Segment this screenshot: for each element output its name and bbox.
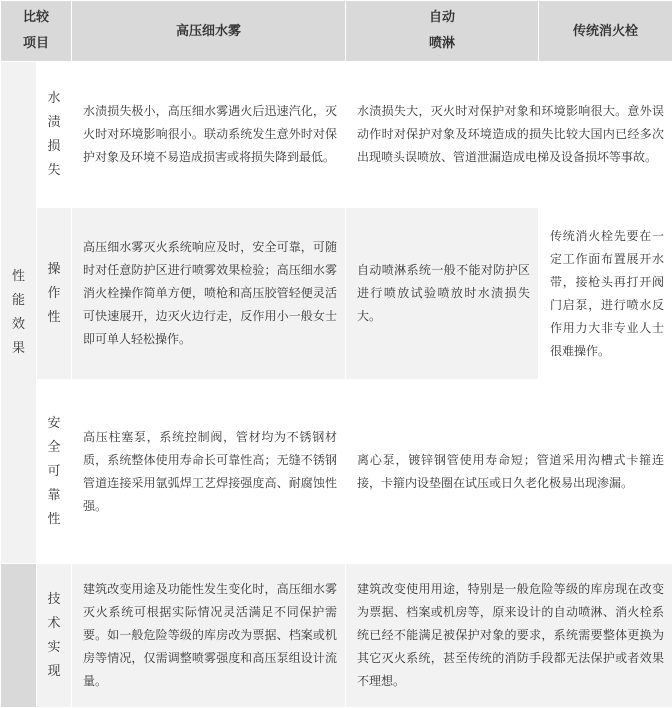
category-reliability: [37, 380, 72, 564]
header-compare-line1: 比较: [1, 5, 71, 31]
category-char: 安: [37, 412, 71, 436]
header-mist: 高压细水雾: [72, 1, 346, 62]
cell-water-damage-sprinkler-hydrant: 水渍损失大，灭火时对保护对象和环境影响很大。意外误动作时对保护对象及环境造成的损失比较大国内已经多次出现喷头误喷放、管道泄漏造成电梯及设备损坏等事故。: [346, 62, 672, 208]
header-sprinkler-line1: 自动: [346, 5, 538, 31]
cell-water-damage-mist: 水渍损失极小，高压细水雾遇火后迅速汽化，灭火时对环境影响很小。联动系统发生意外时对保护对象及环境不易造成损害或将损失降到最低。: [72, 62, 346, 208]
cell-reliability-mist: 高压柱塞泵，系统控制阀，管材均为不锈钢材质，系统整体使用寿命长可靠性高；无缝不锈钢管道连接采用氩弧焊工艺焊接强度高、耐腐蚀性强。: [72, 380, 346, 564]
category-char: 性: [1, 265, 36, 289]
header-row: [1, 1, 672, 62]
category-char: 技: [37, 588, 71, 612]
cell-tech-mist: 建筑改变用途及功能性发生变化时，高压细水雾灭火系统可根据实际情况灵活满足不同保护需要。如一般危险等级的库房改为票据、档案或机房等情况，仅需调整喷雾强度和高压泵组设计流量。: [72, 564, 346, 708]
category-char: 能: [1, 289, 36, 313]
category-char: 可: [37, 460, 71, 484]
cell-operability-sprinkler: 自动喷淋系统一般不能对防护区进行喷放试验喷放时水渍损失大。: [346, 208, 539, 380]
category-char: 果: [1, 337, 36, 361]
header-sprinkler-line2: 喷淋: [346, 31, 538, 57]
category-char: 性: [37, 306, 71, 330]
category-char: 效: [1, 313, 36, 337]
category-char: 作: [37, 282, 71, 306]
header-compare-line2: 项目: [1, 31, 71, 57]
category-performance: [1, 62, 37, 564]
category-char: 术: [37, 612, 71, 636]
cell-tech-sprinkler-hydrant: 建筑改变使用用途，特别是一般危险等级的库房现在改变为票据、档案或机房等，原来设计的自动喷淋、消火栓系统已经不能满足被保护对象的要求，系统需要整体更换为其它灭火系统，甚至传统的消防手段都无法保护或者效果不理想。: [346, 564, 672, 708]
category-char: 水: [37, 87, 71, 111]
category-char: 失: [37, 159, 71, 183]
category-char: 操: [37, 258, 71, 282]
category-char: 损: [37, 135, 71, 159]
row-operability: [1, 208, 672, 380]
row-reliability: [1, 380, 672, 564]
cell-reliability-sprinkler-hydrant: 离心泵，镀锌钢管使用寿命短；管道采用沟槽式卡箍连接，卡箍内设垫圈在试压或日久老化极易出现渗漏。: [346, 380, 672, 564]
category-water-damage: [37, 62, 72, 208]
category-char: 靠: [37, 484, 71, 508]
category-char: 现: [37, 660, 71, 684]
cell-operability-hydrant: 传统消火栓先要在一定工作面布置展开水带，接枪头再打开阀门启泵，进行喷水反作用力大非专业人士很难操作。: [539, 208, 672, 380]
cell-operability-mist: 高压细水雾灭火系统响应及时，安全可靠，可随时对任意防护区进行喷雾效果检验；高压细水雾消火栓操作简单方便，喷枪和高压胶管轻便灵活可快速展开，边灭火边行走，反作用小一般女士即可单人轻松操作。: [72, 208, 346, 380]
category-char: 实: [37, 636, 71, 660]
row-water-damage: [1, 62, 672, 208]
category-char: 全: [37, 436, 71, 460]
header-compare-item: [1, 1, 72, 62]
category-char: 性: [37, 508, 71, 532]
header-sprinkler: [346, 1, 539, 62]
category-operability: [37, 208, 72, 380]
category-tech-blank: [1, 564, 37, 708]
row-tech: [1, 564, 672, 708]
category-char: 渍: [37, 111, 71, 135]
header-hydrant: 传统消火栓: [539, 1, 672, 62]
category-tech: [37, 564, 72, 708]
